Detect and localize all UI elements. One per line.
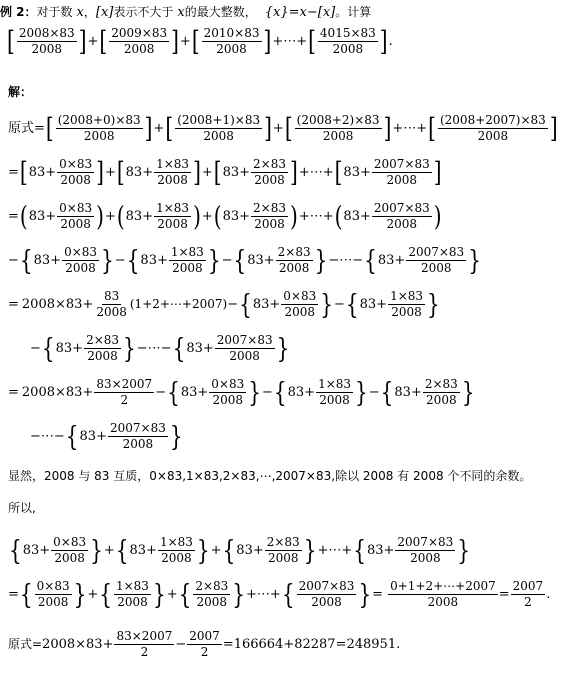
- fraction: $\frac{2007\times 83}{2008}$: [373, 200, 430, 231]
- problem-expression: [ $\frac{2008\times 83}{2008}$ ] + [ $\frac{2009\times 83}{2008}$ ] + [ $\frac{2010\times 83}{2008}$ ] +⋯+ [ $\frac{4015\times 83}{2008}$ ] .: [7, 24, 393, 58]
- fraction: $\frac{2009\times 83}{2008}$: [111, 25, 168, 56]
- equation-line-5: = 2008×83+ $\frac{83}{2008}$ (1+2+⋯+2007) − { 83+ $\frac{0\times 83}{2008}$ } − { 83+ $\frac{1\times 83}{2008}$ }: [8, 287, 440, 321]
- fraction: $\frac{(2008+0)\times 83}{2008}$: [57, 112, 141, 143]
- equation-line-9: { 83+ $\frac{0\times 83}{2008}$ } + { 83+ $\frac{1\times 83}{2008}$ } + { 83+ $\frac{2\times 83}{2008}$ } +⋯+ { 83+ $\frac{2007\times 83}{2008}$ }: [9, 533, 471, 567]
- conclusion-text: 显然，2008 与 83 互质，0×83,1×83,2×83,⋯,2007×83,除以 2008 有 2008 个不同的余数。: [8, 469, 532, 483]
- fraction: $\frac{1\times 83}{2008}$: [170, 244, 204, 275]
- fraction: $\frac{0\times 83}{2008}$: [64, 244, 98, 275]
- fraction: $\frac{2\times 83}{2008}$: [424, 376, 458, 407]
- therefore-line: [8, 500, 576, 516]
- final-result-line: 原式= 2008×83+ $\frac{83\times 2007}{2}$ − $\frac{2007}{2}$ =166664+82287=248951.: [8, 628, 401, 659]
- equation-line-1: 原式 = [ $\frac{(2008+0)\times 83}{2008}$ ] + [ $\frac{(2008+1)\times 83}{2008}$ ] + [ $\frac{(2008+2)\times 83}{2008}$ ] +⋯+ [ $\frac{(2008+2007)\times 83}{2008}$ ]: [8, 111, 558, 145]
- fraction: $\frac{1\times 83}{2008}$: [156, 200, 190, 231]
- fraction: $\frac{2007}{2}$: [189, 628, 220, 659]
- equation-line-4: − { 83+ $\frac{0\times 83}{2008}$ } − { 83+ $\frac{1\times 83}{2008}$ } − { 83+ $\frac{2\times 83}{2008}$ } −⋯− { 83+ $\frac{2007\times 83}{2008}$ }: [8, 243, 481, 277]
- therefore-text: 所以,: [8, 501, 36, 515]
- final-label: 原式=: [8, 637, 43, 651]
- fraction: $\frac{(2008+2)\times 83}{2008}$: [296, 112, 380, 143]
- fraction: $\frac{0\times 83}{2008}$: [53, 534, 87, 565]
- solution-label: 解：: [8, 85, 33, 99]
- original-expression-label: 原式: [8, 120, 35, 136]
- fraction: $\frac{2007\times 83}{2008}$: [216, 332, 273, 363]
- fraction: $\frac{2007\times 83}{2008}$: [408, 244, 465, 275]
- equation-line-7: = 2008×83+ $\frac{83\times 2007}{2}$ − { 83+ $\frac{0\times 83}{2008}$ } − { 83+ $\frac{1\times 83}{2008}$ } − { 83+ $\frac{2\times 83}{2008}$ }: [8, 375, 475, 409]
- fraction: $\frac{2007}{2}$: [512, 578, 544, 609]
- equation-line-6: − { 83+ $\frac{2\times 83}{2008}$ } −⋯− { 83+ $\frac{2007\times 83}{2008}$ }: [30, 331, 290, 365]
- conclusion-paragraph: [8, 468, 576, 484]
- fraction: $\frac{1\times 83}{2008}$: [159, 534, 193, 565]
- fraction: $\frac{83}{2008}$: [96, 288, 127, 319]
- fraction: $\frac{1\times 83}{2008}$: [156, 156, 190, 187]
- fraction: $\frac{1\times 83}{2008}$: [390, 288, 424, 319]
- comma: ，: [83, 5, 96, 19]
- fraction: $\frac{2\times 83}{2008}$: [253, 200, 286, 231]
- fraction: $\frac{2010\times 83}{2008}$: [203, 25, 260, 56]
- floor-notation: [x]: [95, 4, 114, 20]
- final-result: =166664+82287=248951.: [222, 636, 401, 652]
- fraction: $\frac{83\times 2007}{2}$: [116, 628, 173, 659]
- fraction: $\frac{0\times 83}{2008}$: [59, 156, 93, 187]
- fraction: $\frac{2007\times 83}{2008}$: [109, 420, 166, 451]
- solution-heading: [8, 84, 576, 100]
- problem-text: 。计算: [335, 5, 372, 19]
- fraction: $\frac{0\times 83}{2008}$: [36, 578, 70, 609]
- problem-statement: [0, 4, 576, 20]
- fraction: $\frac{2007\times 83}{2008}$: [397, 534, 454, 565]
- fraction: $\frac{(2008+2007)\times 83}{2008}$: [439, 112, 546, 143]
- equation-line-8: −⋯− { 83+ $\frac{2007\times 83}{2008}$ }: [30, 419, 183, 453]
- fraction: $\frac{1\times 83}{2008}$: [115, 578, 149, 609]
- fraction: $\frac{2\times 83}{2008}$: [86, 332, 120, 363]
- problem-text: 的最大整数，: [184, 5, 257, 19]
- fraction: $\frac{2\times 83}{2008}$: [253, 156, 286, 187]
- fraction: $\frac{2007\times 83}{2008}$: [373, 156, 430, 187]
- equation-line-3: = ( 83+ $\frac{0\times 83}{2008}$ ) + ( 83+ $\frac{1\times 83}{2008}$ ) + ( 83+ $\frac{2\times 83}{2008}$ ) +⋯+ ( 83+ $\frac{2007\times 83}{2008}$ ): [8, 199, 442, 233]
- variable-x: x: [76, 4, 84, 20]
- fraction: $\frac{0\times 83}{2008}$: [211, 376, 245, 407]
- fraction: $\frac{4015\times 83}{2008}$: [319, 25, 376, 56]
- fraction: $\frac{2\times 83}{2008}$: [277, 244, 311, 275]
- problem-text: 表示不大于: [113, 5, 174, 19]
- fraction: $\frac{0+1+2+\cdots+2007}{2008}$: [390, 578, 496, 609]
- fraction: $\frac{2007\times 83}{2008}$: [298, 578, 355, 609]
- fraction: $\frac{1\times 83}{2008}$: [318, 376, 352, 407]
- variable-x: x: [177, 4, 185, 20]
- fraction: $\frac{2\times 83}{2008}$: [195, 578, 229, 609]
- problem-text: 对于数: [36, 5, 73, 19]
- equation-line-2: = [ 83+ $\frac{0\times 83}{2008}$ ] + [ 83+ $\frac{1\times 83}{2008}$ ] + [ 83+ $\frac{2\times 83}{2008}$ ] +⋯+ [ 83+ $\frac{2007\times 83}{2008}$ ]: [8, 155, 442, 189]
- equation-line-10: = { $\frac{0\times 83}{2008}$ } + { $\frac{1\times 83}{2008}$ } + { $\frac{2\times 83}{2008}$ } +⋯+ { $\frac{2007\times 83}{2008}$ } = $\frac{0+1+2+\cdots+2007}{2008}$ = $\frac{2007}{2}$ .: [8, 577, 551, 611]
- fraction: $\frac{2\times 83}{2008}$: [266, 534, 300, 565]
- problem-label: 例 2：: [0, 5, 37, 19]
- fraction: $\frac{(2008+1)\times 83}{2008}$: [177, 112, 261, 143]
- fraction: $\frac{83\times 2007}{2}$: [96, 376, 153, 407]
- fraction: $\frac{2008\times 83}{2008}$: [18, 25, 75, 56]
- fractional-part-definition: {x}=x−[x]: [264, 4, 336, 20]
- fraction: $\frac{0\times 83}{2008}$: [59, 200, 93, 231]
- fraction: $\frac{0\times 83}{2008}$: [283, 288, 317, 319]
